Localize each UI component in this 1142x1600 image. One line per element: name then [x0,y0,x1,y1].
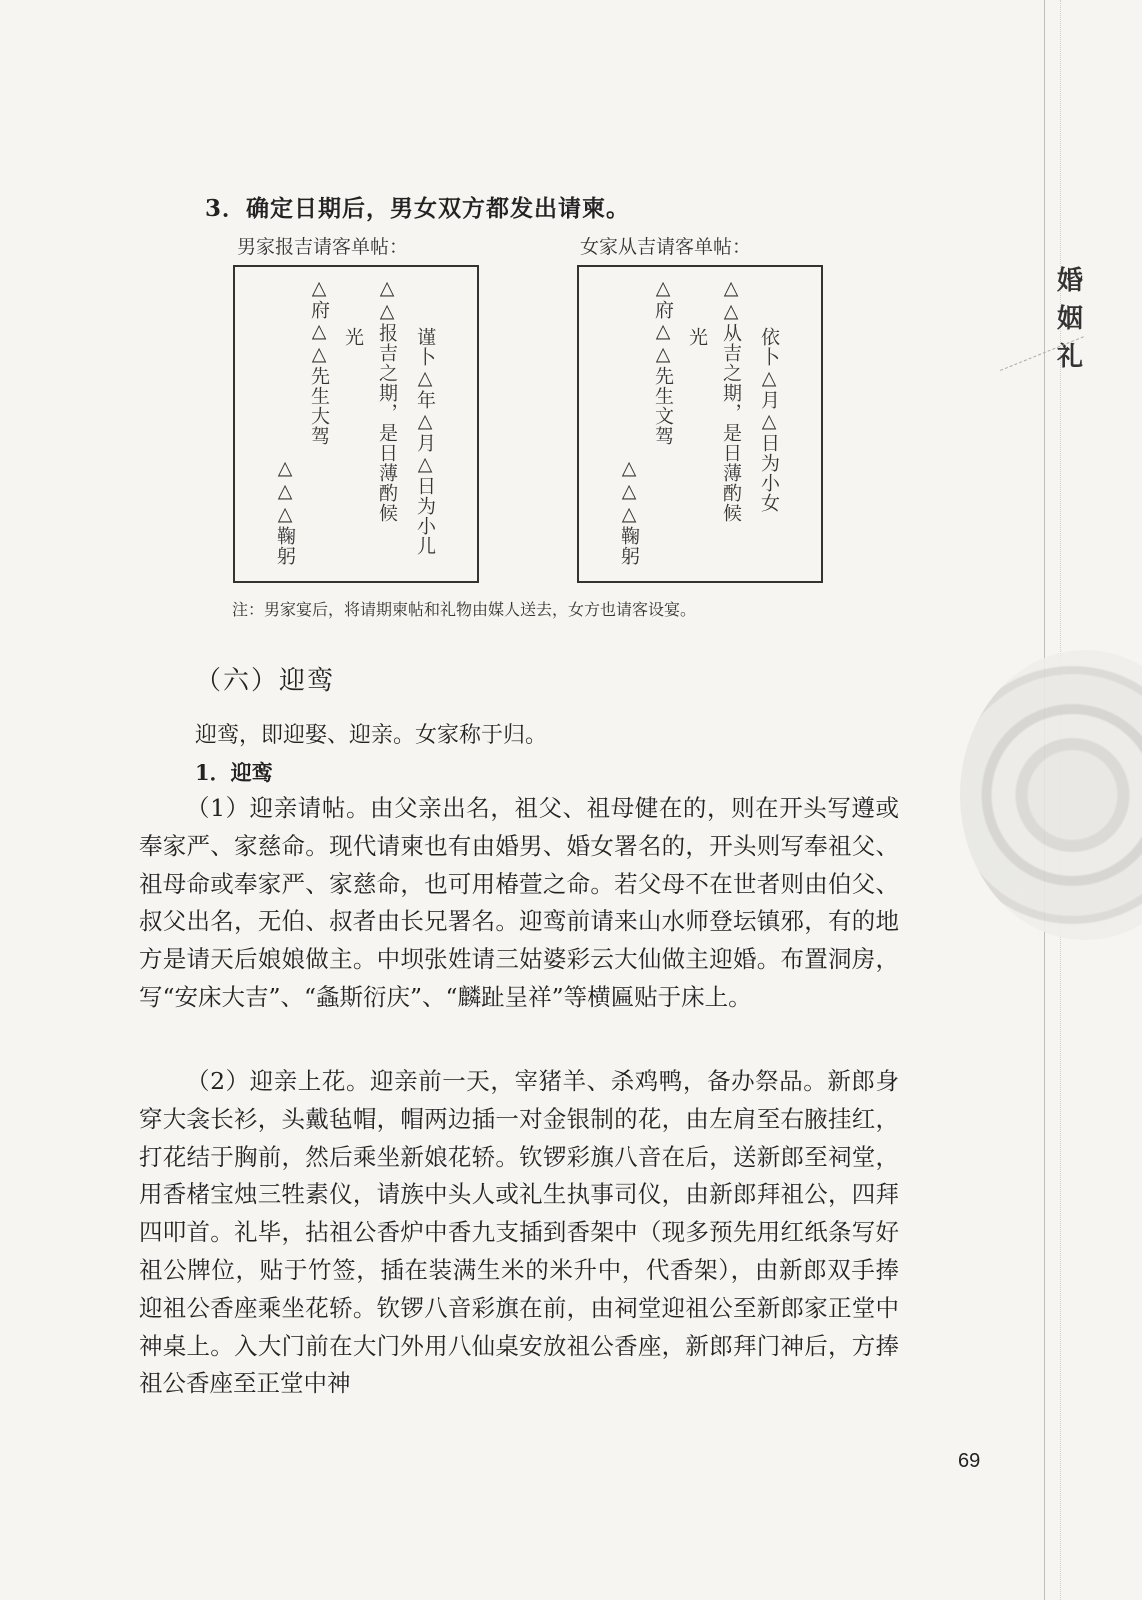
body-paragraph: （1）迎亲请帖。由父亲出名，祖父、祖母健在的，则在开头写遵或奉家严、家慈命。现代请柬也有由婚男、婚女署名的，开头则写奉祖父、祖母命或奉家严、家慈命，也可用椿萱之命。若父母不在世者则由伯父、叔父出名，无伯、叔者由长兄署名。迎鸾前请来山水师登坛镇邪，有的地方是请天后娘娘做主。中坝张姓请三姑婆彩云大仙做主迎婚。布置洞房，写“安床大吉”、“螽斯衍庆”、“麟趾呈祥”等横匾贴于床上。 [139,794,899,1011]
body-paragraph: （2）迎亲上花。迎亲前一天，宰猪羊、杀鸡鸭，备办祭品。新郎身穿大衾长衫，头戴毡帽，帽两边插一对金银制的花，由左肩至右腋挂红，打花结于胸前，然后乘坐新娘花轿。钦锣彩旗八音在后，送新郎至祠堂，用香楮宝烛三牲素仪，请族中头人或礼生执事司仪，由新郎拜祖公，四拜四叩首。礼毕，拈祖公香炉中香九支插到香架中（现多预先用红纸条写好祖公牌位，贴于竹签，插在装满生米的米升中，代香架），由新郎双手捧迎祖公香座乘坐花轿。钦锣八音彩旗在前，由祠堂迎祖公至新郎家正堂中神桌上。入大门前在大门外用八仙桌安放祖公香座，新郎拜门神后，方捧祖公香座至正堂中神 [139,1067,899,1398]
subsection-heading: 1．迎鸾 [195,760,273,785]
card-column: △△报吉之期，是日薄酌候 [376,277,398,523]
side-tab-char: 姻 [1056,304,1083,334]
bride-card-label: 女家从吉请客单帖： [580,236,752,258]
note-text: 注：男家宴后，将请期柬帖和礼物由媒人送去，女方也请客设宴。 [232,600,697,619]
card-column: △府△△先生文驾 [652,277,674,446]
card-column: 光 [342,327,364,347]
decorative-ornament [960,650,1142,940]
bride-invitation-card [577,265,823,583]
page-number: 69 [958,1450,981,1472]
card-column: △△从吉之期，是日薄酌候 [720,277,742,523]
card-column: △△△鞠躬 [274,457,296,566]
card-column: 依卜△月△日为小女 [758,327,780,513]
card-column: △府△△先生大驾 [308,277,330,446]
side-tab-char: 礼 [1056,342,1083,372]
card-column: 光 [686,327,708,347]
groom-card-label: 男家报吉请客单帖： [237,236,409,258]
section-title: （六）迎鸾 [195,666,336,696]
side-tab-char: 婚 [1056,266,1083,296]
groom-invitation-card [233,265,479,583]
card-column: △△△鞠躬 [618,457,640,566]
section-heading: 3．确定日期后，男女双方都发出请柬。 [205,195,631,222]
card-column: 谨卜△年△月△日为小儿 [414,327,436,556]
lead-paragraph: 迎鸾，即迎娶、迎亲。女家称于归。 [195,723,548,748]
